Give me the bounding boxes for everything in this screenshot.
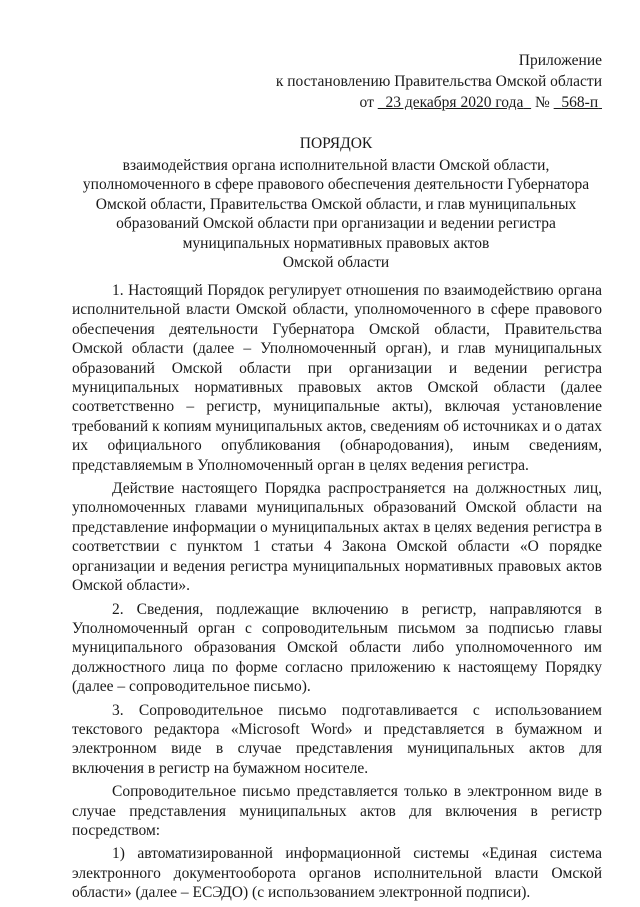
decree-number: 568-п	[561, 94, 599, 111]
title-line: Омской области, Правительства Омской области, и глав муниципальных	[95, 195, 577, 213]
paragraph-1: 1. Настоящий Порядок регулирует отношения по взаимодействию органа исполнительной власти Омской области, уполномоченного в сфере правового обеспечения деятельности Губернатора Омской области, Правительства Омской области (далее – Уполномоченный орган), и глав муниципальных образований Омской области при организации и ведении регистра муниципальных нормативных правовых актов Омской области (далее соответственно – регистр, муниципальные акты), включая установление требований к копиям муниципальных актов, сведениям об источниках и о датах их официального опубликования (обнародования), иным сведениям, представляемым в Уполномоченный орган в целях ведения регистра.	[72, 282, 602, 474]
appendix-label: Приложение	[518, 52, 602, 69]
decree-date: 23 декабря 2020 года	[385, 94, 524, 111]
document-title	[70, 134, 602, 273]
appendix-header	[276, 50, 602, 113]
paragraph-3: 3. Сопроводительное письмо подготавливается с использованием текстового редактора «Microsoft Word» и представляется в бумажном и электронном виде в случае представления муниципальных актов для включения в регистр на бумажном носителе.	[72, 701, 602, 777]
paragraph-3-item-1: 1) автоматизированной информационной системы «Единая система электронного документооборота органов исполнительной власти Омской области» (далее – ЕСЭДО) (с использованием электронной подписи).	[72, 845, 602, 902]
appendix-date-line	[276, 92, 602, 113]
paragraph-2: 2. Сведения, подлежащие включению в регистр, направляются в Уполномоченный орган с сопроводительным письмом за подписью главы муниципального образования Омской области либо уполномоченного им должностного лица по форме согласно приложению к настоящему Порядку (далее – сопроводительное письмо).	[72, 600, 602, 696]
paragraph-1-scope: Действие настоящего Порядка распространяется на должностных лиц, уполномоченных главами муниципальных образований Омской области на представление информации о муниципальных актах в целях ведения регистра в соответствии с пунктом 1 статьи 4 Закона Омской области «О порядке организации и ведения регистра муниципальных нормативных правовых актов Омской области».	[72, 480, 602, 595]
title-line: муниципальных нормативных правовых актов	[182, 234, 490, 252]
title-line: образований Омской области при организации и ведении регистра	[116, 215, 556, 232]
document-body	[72, 281, 602, 907]
date-prefix: от	[359, 94, 374, 111]
title-line: уполномоченного в сфере правового обеспечения деятельности Губернатора	[82, 176, 590, 193]
number-prefix: №	[534, 94, 550, 111]
paragraph-3-electronic: Сопроводительное письмо представляется только в электронном виде в случае представления муниципальных актов для включения в регистр посредством:	[72, 783, 602, 839]
title-heading: ПОРЯДОК	[299, 135, 373, 152]
appendix-reference: к постановлению Правительства Омской области	[275, 73, 602, 90]
title-line: взаимодействия органа исполнительной власти Омской области,	[122, 156, 550, 174]
title-line: Омской области	[282, 254, 390, 271]
